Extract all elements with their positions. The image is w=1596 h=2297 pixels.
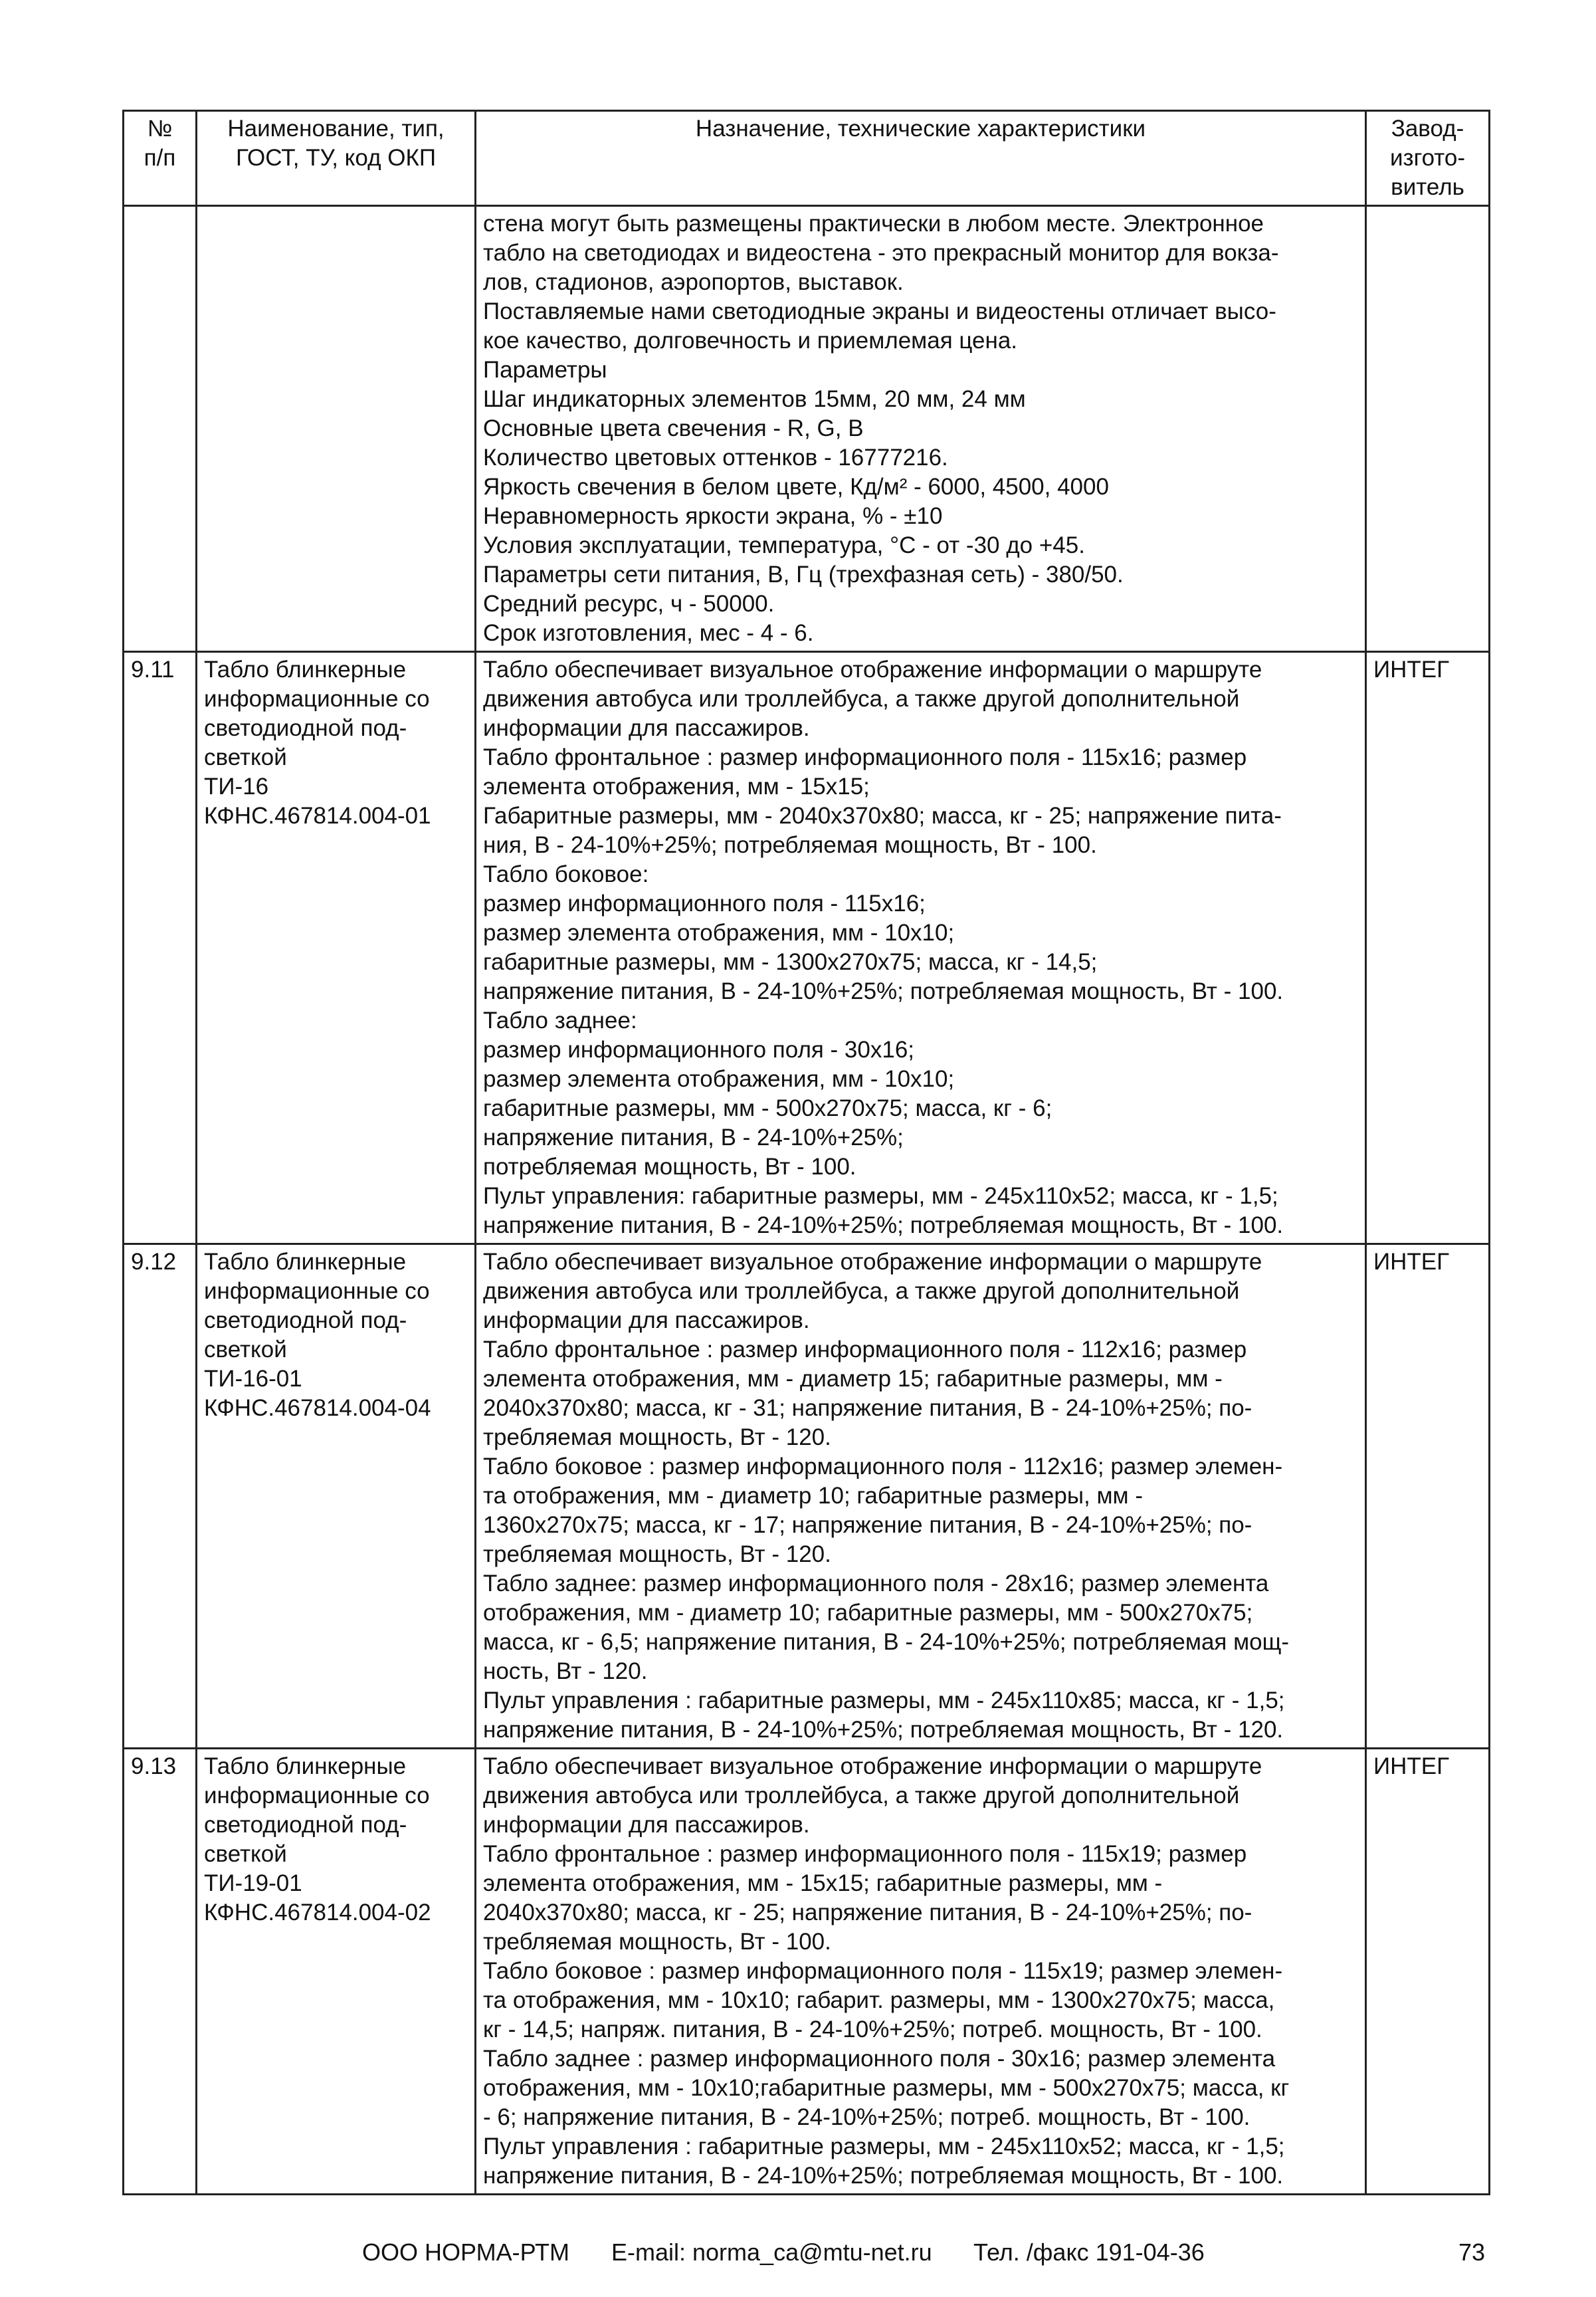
table-row <box>124 206 1490 652</box>
cell-description <box>476 652 1366 1244</box>
description-line: Пульт управления: габаритные размеры, мм - 245х110х52; масса, кг - 1,5; <box>483 1183 1278 1209</box>
cell-manufacturer: ИНТЕГ <box>1366 1749 1490 2195</box>
cell-manufacturer: ИНТЕГ <box>1366 1244 1490 1749</box>
description-line: элемента отображения, мм - 15х15; габаритные размеры, мм - <box>483 1870 1163 1896</box>
cell-name <box>197 652 476 1244</box>
description-line: Табло боковое : размер информационного поля - 115х19; размер элемен- <box>483 1958 1283 1984</box>
description-line: требляемая мощность, Вт - 100. <box>483 1929 831 1955</box>
name-line: светодиодной под- <box>204 1307 407 1333</box>
cell-description <box>476 1749 1366 2195</box>
table-header-row <box>124 111 1490 206</box>
name-line: КФНС.467814.004-02 <box>204 1900 431 1925</box>
header-num <box>124 111 197 206</box>
description-line: 1360х270х75; масса, кг - 17; напряжение питания, В - 24-10%+25%; по- <box>483 1512 1252 1538</box>
description-line: - 6; напряжение питания, В - 24-10%+25%; потреб. мощность, Вт - 100. <box>483 2104 1250 2130</box>
cell-num: 9.11 <box>124 652 197 1244</box>
table-row <box>124 652 1490 1244</box>
description-line: Яркость свечения в белом цвете, Кд/м² - 6000, 4500, 4000 <box>483 474 1109 500</box>
name-line: Табло блинкерные <box>204 657 407 683</box>
name-line: светкой <box>204 1337 287 1363</box>
description-line: Табло обеспечивает визуальное отображение информации о маршруте <box>483 657 1262 683</box>
header-maker-line: изгото- <box>1389 145 1466 171</box>
description-line: Табло обеспечивает визуальное отображение информации о маршруте <box>483 1753 1262 1779</box>
header-name <box>197 111 476 206</box>
description-line: Средний ресурс, ч - 50000. <box>483 591 775 617</box>
spec-table <box>122 110 1490 2195</box>
header-maker-line: витель <box>1391 174 1464 200</box>
footer-phone: Тел. /факс 191-04-36 <box>973 2239 1205 2266</box>
name-line: информационные со <box>204 1783 430 1808</box>
name-line: светодиодной под- <box>204 715 407 741</box>
description-line: информации для пассажиров. <box>483 715 810 741</box>
header-desc-line: Назначение, технические характеристики <box>695 116 1146 142</box>
header-name-line: ГОСТ, ТУ, код ОКП <box>235 145 436 171</box>
name-line: светкой <box>204 744 287 770</box>
footer-company: ООО НОРМА-РТМ <box>362 2239 569 2266</box>
name-line: информационные со <box>204 686 430 712</box>
description-line: напряжение питания, В - 24-10%+25%; потребляемая мощность, Вт - 100. <box>483 1212 1284 1238</box>
description-line: масса, кг - 6,5; напряжение питания, В - 24-10%+25%; потребляемая мощ- <box>483 1629 1290 1655</box>
description-line: Поставляемые нами светодиодные экраны и видеостены отличает высо- <box>483 298 1276 324</box>
description-line: Неравномерность яркости экрана, % - ±10 <box>483 503 943 529</box>
header-maker <box>1366 111 1490 206</box>
name-line: ТИ-16-01 <box>204 1366 302 1392</box>
name-line: КФНС.467814.004-04 <box>204 1395 431 1421</box>
cell-manufacturer: ИНТЕГ <box>1366 652 1490 1244</box>
description-line: габаритные размеры, мм - 1300х270х75; масса, кг - 14,5; <box>483 949 1098 975</box>
description-line: габаритные размеры, мм - 500х270х75; масса, кг - 6; <box>483 1095 1052 1121</box>
cell-manufacturer <box>1366 206 1490 652</box>
description-line: Условия эксплуатации, температура, °С - от -30 до +45. <box>483 532 1085 558</box>
header-num-line: № <box>147 116 173 142</box>
table-row <box>124 1749 1490 2195</box>
description-line: 2040х370х80; масса, кг - 25; напряжение питания, В - 24-10%+25%; по- <box>483 1900 1252 1925</box>
name-line: Табло блинкерные <box>204 1249 407 1275</box>
description-line: Пульт управления : габаритные размеры, мм - 245х110х85; масса, кг - 1,5; <box>483 1688 1285 1713</box>
description-line: та отображения, мм - диаметр 10; габаритные размеры, мм - <box>483 1483 1143 1509</box>
description-line: размер информационного поля - 115х16; <box>483 891 926 917</box>
description-line: Шаг индикаторных элементов 15мм, 20 мм, 24 мм <box>483 386 1026 412</box>
description-line: Табло фронтальное : размер информационного поля - 115х16; размер <box>483 744 1247 770</box>
description-line: Табло заднее: <box>483 1008 637 1034</box>
description-line: Параметры <box>483 357 607 383</box>
header-num-line: п/п <box>144 145 176 171</box>
description-line: Пульт управления : габаритные размеры, мм - 245х110х52; масса, кг - 1,5; <box>483 2133 1285 2159</box>
description-line: напряжение питания, В - 24-10%+25%; <box>483 1125 904 1150</box>
cell-name <box>197 1749 476 2195</box>
cell-num: 9.12 <box>124 1244 197 1749</box>
name-line: ТИ-19-01 <box>204 1870 302 1896</box>
cell-num: 9.13 <box>124 1749 197 2195</box>
name-line: КФНС.467814.004-01 <box>204 803 431 829</box>
description-line: кое качество, долговечность и приемлемая цена. <box>483 328 1018 354</box>
description-line: размер информационного поля - 30х16; <box>483 1037 915 1063</box>
name-line: светодиодной под- <box>204 1812 407 1838</box>
description-line: напряжение питания, В - 24-10%+25%; потребляемая мощность, Вт - 100. <box>483 978 1284 1004</box>
description-line: лов, стадионов, аэропортов, выставок. <box>483 269 904 295</box>
header-desc <box>476 111 1366 206</box>
page-number: 73 <box>1458 2239 1486 2266</box>
description-line: Основные цвета свечения - R, G, B <box>483 415 864 441</box>
description-line: движения автобуса или троллейбуса, а также другой дополнительной <box>483 1783 1240 1808</box>
description-line: информации для пассажиров. <box>483 1812 810 1838</box>
description-line: Табло заднее : размер информационного поля - 30х16; размер элемента <box>483 2046 1276 2072</box>
page-footer <box>0 2239 1596 2278</box>
header-maker-line: Завод- <box>1391 116 1464 142</box>
footer-email: E-mail: norma_ca@mtu-net.ru <box>611 2239 932 2266</box>
name-line: информационные со <box>204 1278 430 1304</box>
description-line: стена могут быть размещены практически в любом месте. Электронное <box>483 211 1264 237</box>
description-line: кг - 14,5; напряж. питания, В - 24-10%+25%; потреб. мощность, Вт - 100. <box>483 2017 1262 2042</box>
description-line: Табло фронтальное : размер информационного поля - 115х19; размер <box>483 1841 1247 1867</box>
cell-name <box>197 1244 476 1749</box>
description-line: та отображения, мм - 10х10; габарит. размеры, мм - 1300х270х75; масса, <box>483 1987 1275 2013</box>
description-line: Табло заднее: размер информационного поля - 28х16; размер элемента <box>483 1571 1269 1596</box>
description-line: Количество цветовых оттенков - 16777216. <box>483 445 948 471</box>
table-body <box>124 206 1490 2195</box>
description-line: потребляемая мощность, Вт - 100. <box>483 1154 856 1180</box>
description-line: отображения, мм - 10х10;габаритные размеры, мм - 500х270х75; масса, кг <box>483 2075 1290 2101</box>
description-line: размер элемента отображения, мм - 10х10; <box>483 1066 955 1092</box>
cell-description <box>476 206 1366 652</box>
description-line: движения автобуса или троллейбуса, а также другой дополнительной <box>483 686 1240 712</box>
description-line: элемента отображения, мм - диаметр 15; габаритные размеры, мм - <box>483 1366 1223 1392</box>
name-line: светкой <box>204 1841 287 1867</box>
description-line: Табло обеспечивает визуальное отображение информации о маршруте <box>483 1249 1262 1275</box>
name-line: ТИ-16 <box>204 774 269 800</box>
description-line: требляемая мощность, Вт - 120. <box>483 1424 831 1450</box>
table-row <box>124 1244 1490 1749</box>
description-line: отображения, мм - диаметр 10; габаритные размеры, мм - 500х270х75; <box>483 1600 1253 1626</box>
description-line: напряжение питания, В - 24-10%+25%; потребляемая мощность, Вт - 120. <box>483 1717 1284 1743</box>
description-line: ность, Вт - 120. <box>483 1658 648 1684</box>
cell-num <box>124 206 197 652</box>
description-line: 2040х370х80; масса, кг - 31; напряжение питания, В - 24-10%+25%; по- <box>483 1395 1252 1421</box>
name-line: Табло блинкерные <box>204 1753 407 1779</box>
description-line: размер элемента отображения, мм - 10х10; <box>483 920 955 946</box>
description-line: элемента отображения, мм - 15х15; <box>483 774 870 800</box>
description-line: Габаритные размеры, мм - 2040х370х80; масса, кг - 25; напряжение пита- <box>483 803 1282 829</box>
description-line: Срок изготовления, мес - 4 - 6. <box>483 620 814 646</box>
description-line: Табло фронтальное : размер информационного поля - 112х16; размер <box>483 1337 1247 1363</box>
description-line: напряжение питания, В - 24-10%+25%; потребляемая мощность, Вт - 100. <box>483 2163 1284 2189</box>
description-line: табло на светодиодах и видеостена - это прекрасный монитор для вокза- <box>483 240 1279 266</box>
description-line: ния, В - 24-10%+25%; потребляемая мощность, Вт - 100. <box>483 832 1097 858</box>
cell-name <box>197 206 476 652</box>
description-line: Параметры сети питания, В, Гц (трехфазная сеть) - 380/50. <box>483 562 1124 588</box>
description-line: Табло боковое : размер информационного поля - 112х16; размер элемен- <box>483 1454 1283 1479</box>
description-line: информации для пассажиров. <box>483 1307 810 1333</box>
description-line: требляемая мощность, Вт - 120. <box>483 1541 831 1567</box>
cell-description <box>476 1244 1366 1749</box>
description-line: Табло боковое: <box>483 861 649 887</box>
header-name-line: Наименование, тип, <box>227 116 445 142</box>
description-line: движения автобуса или троллейбуса, а также другой дополнительной <box>483 1278 1240 1304</box>
